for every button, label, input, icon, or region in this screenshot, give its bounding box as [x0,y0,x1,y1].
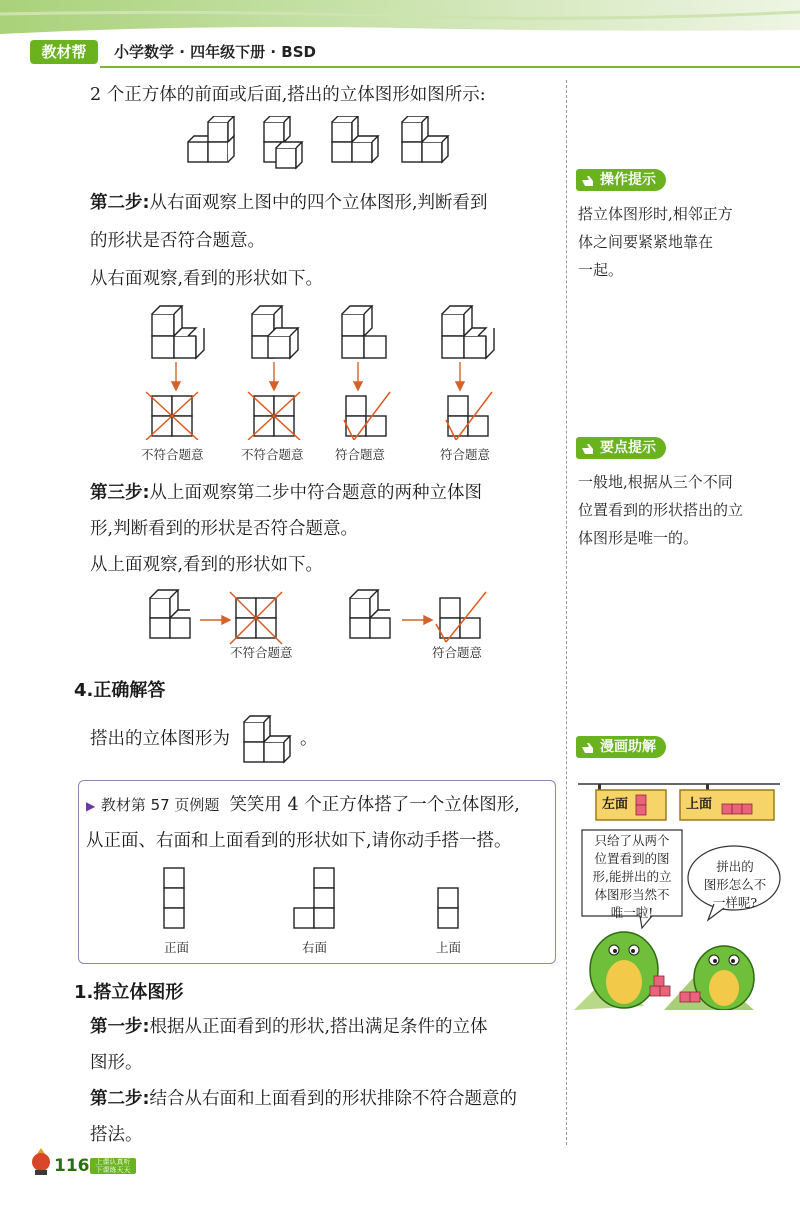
bubble-line: 拼出的 [716,859,754,874]
sign-left-label: 左面 [602,797,629,812]
footer-badge [90,1158,136,1174]
right-view [294,868,334,928]
tip-text-key-point [578,468,743,552]
top-view [438,888,458,928]
tv-caption-2: 符合题意 [432,645,483,660]
tip-label-text: 要点提示 [600,440,656,456]
step3-label: 第三步: [90,483,150,503]
column-divider [566,80,567,1145]
example-label-right: 右面 [302,940,328,955]
step2-line [90,188,488,218]
example-views [150,862,470,932]
pointing-hand-icon [580,172,596,188]
front-view [164,868,184,928]
rv-shape-2 [252,306,298,358]
footer-badge-line-2: 下课练天天 [95,1166,131,1174]
shape-2 [264,116,302,168]
pointing-hand-icon [580,739,596,755]
comic-label-text: 漫画助解 [600,739,656,755]
example-text-2: 从正面、右面和上面看到的形状如下,请你动手搭一搭。 [86,831,512,851]
answer-shape [240,712,302,768]
header-rule [100,66,800,68]
tip-label-key-point [576,437,666,459]
example-label-front: 正面 [164,940,190,955]
rv-caption-3: 符合题意 [335,447,386,462]
s1-step2-label: 第二步: [90,1089,150,1109]
tip-line: 位置看到的形状搭出的立 [578,501,744,519]
tip-line: 一起。 [578,261,624,279]
footer-badge-line-1: 上课认真听 [95,1158,131,1166]
step3-line [90,478,482,508]
top-view-line: 从上面观察,看到的形状如下。 [90,555,324,575]
answer-suffix: 。 [300,729,318,749]
s1-step2-line [90,1084,517,1114]
step2-text: 从右面观察上图中的四个立体图形,判断看到 [149,193,488,213]
bubble-line: 形,能拼出的立 [592,869,672,884]
dinosaur-right-icon [694,946,754,1010]
rv-shape-3 [342,306,386,358]
book-title: 小学数学 · 四年级下册 · BSD [114,43,316,61]
rv-caption-1: 不符合题意 [141,447,204,462]
step3-text-2: 形,判断看到的形状是否符合题意。 [90,519,359,539]
bubble-line: 唯一啦! [610,905,654,920]
bubble-line: 一样呢? [712,895,758,910]
s1-step1-label: 第一步: [90,1017,150,1037]
top-view-diagram [140,586,520,646]
tip-label-text: 操作提示 [600,172,656,188]
tv-shape-1 [150,590,190,638]
shape-3 [332,116,378,162]
right-view-diagram [140,300,520,440]
example-text-1: 笑笑用 4 个正方体搭了一个立体图形, [229,795,520,815]
bubble-line: 图形怎么不 [703,877,767,892]
intro-line: 2 个正方体的前面或后面,搭出的立体图形如图所示: [90,85,486,105]
example-label-top: 上面 [436,940,462,955]
mascot-icon [28,1146,54,1176]
bubble-line: 体图形当然不 [594,887,670,902]
rv-caption-2: 不符合题意 [241,447,304,462]
tip-label-operation [576,169,666,191]
pointing-hand-icon [580,440,596,456]
example-line-1: ▶ 教材第 57 页例题 笑笑用 4 个正方体搭了一个立体图形, [86,795,520,815]
s1-step2-text-2: 搭法。 [90,1125,143,1145]
section4-title: 4.正确解答 [74,680,166,701]
s1-step2-text: 结合从右面和上面看到的形状排除不符合题意的 [149,1089,517,1109]
example-tag: 教材第 57 页例题 [100,796,220,814]
rv-caption-4: 符合题意 [440,447,491,462]
s1-step1-text-2: 图形。 [90,1053,143,1073]
speech-bubble-right [692,858,778,912]
step2-text-2: 的形状是否符合题意。 [90,231,265,251]
step2-label: 第二步: [90,193,150,213]
tip-line: 体之间要紧紧地靠在 [578,233,714,251]
page-number: 116 [54,1156,90,1176]
step3-text: 从上面观察第二步中符合题意的两种立体图 [149,483,482,503]
right-view-line: 从右面观察,看到的形状如下。 [90,269,324,289]
rv-shape-4 [442,306,494,358]
tv-shape-2 [350,590,390,638]
sign-right-label: 上面 [686,797,713,812]
brand-tab: 教材帮 [30,40,98,64]
rv-shape-1 [152,306,204,358]
speech-bubble-left [584,832,680,922]
shape-1 [188,116,234,178]
bubble-line: 位置看到的图 [594,851,670,866]
shape-4 [402,116,448,162]
bubble-line: 只给了从两个 [594,833,670,848]
tip-line: 一般地,根据从三个不同 [578,473,733,491]
comic-label [576,736,666,758]
tip-line: 体图形是唯一的。 [578,529,699,547]
tip-text-operation [578,200,733,284]
front-view-shapes [180,116,470,182]
tip-line: 搭立体图形时,相邻正方 [578,205,733,223]
s1-step1-line [90,1012,488,1042]
answer-prefix: 搭出的立体图形为 [90,729,230,749]
section1-title: 1.搭立体图形 [74,982,184,1003]
s1-step1-text: 根据从正面看到的形状,搭出满足条件的立体 [149,1017,488,1037]
dinosaur-left-icon [590,932,658,1008]
tv-caption-1: 不符合题意 [230,645,293,660]
